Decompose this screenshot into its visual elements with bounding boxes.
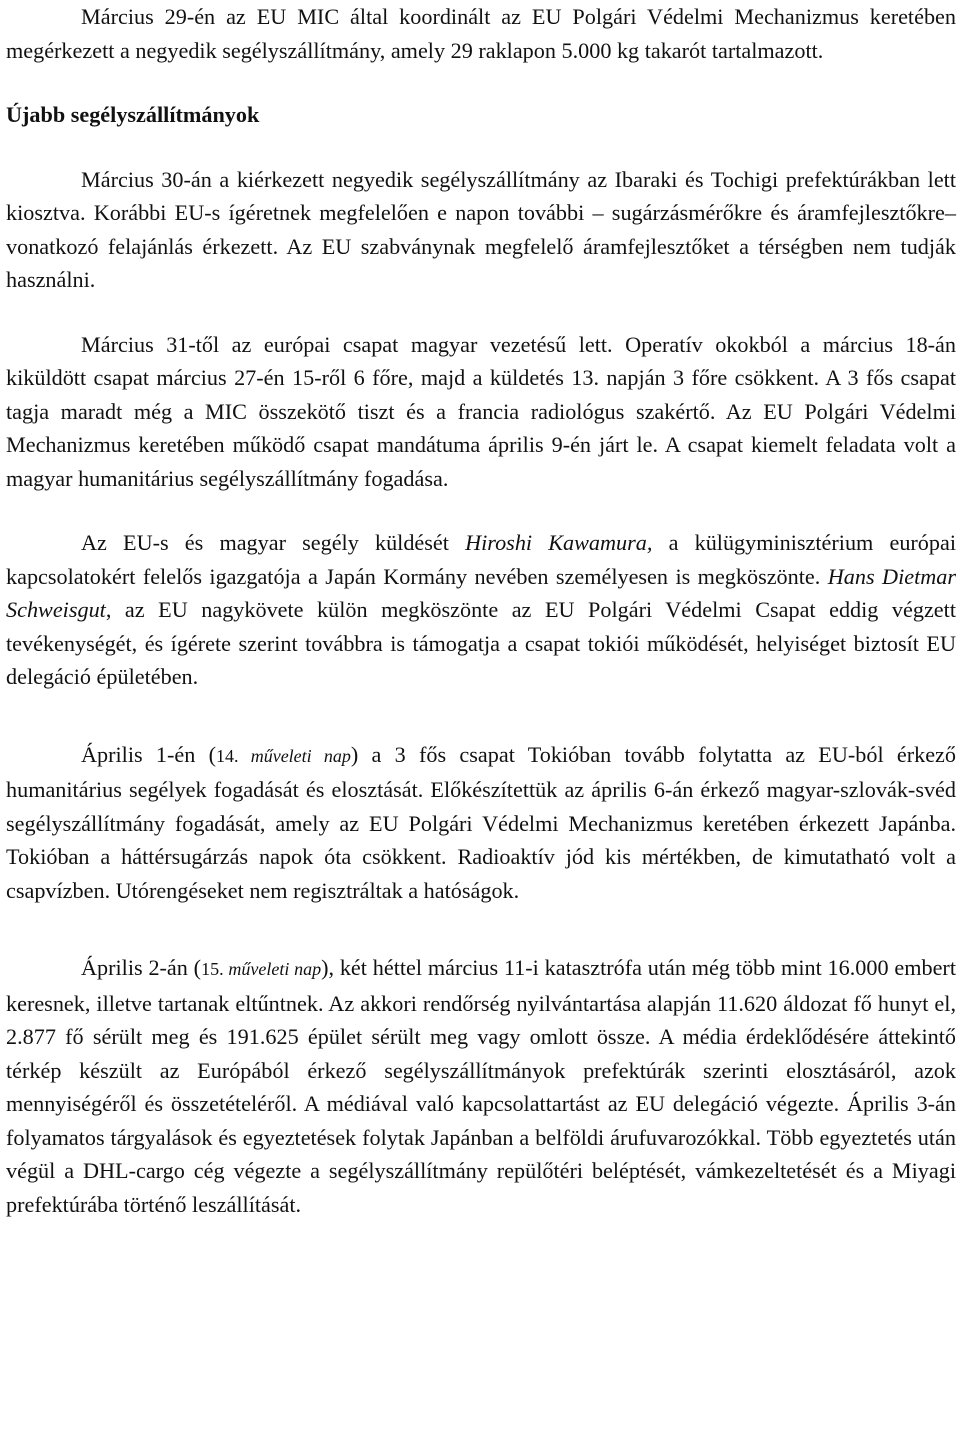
section-heading: Újabb segélyszállítmányok: [6, 102, 260, 127]
paragraph-march-31: [6, 328, 956, 496]
paragraph-text: Az EU-s és magyar segély küldését: [81, 530, 466, 555]
paragraph-text: Március 30-án a kiérkezett negyedik segélyszállítmány az Ibaraki és Tochigi prefektúrákban lett kiosztva. Korábbi EU-s ígéretnek megfelelően e napon további – sugárzásmérőkre és áramfejlesztőkre– vonatkozó felajánlás érkezett. Az EU szabványnak megfelelő áramfejlesztőket a térségben nem tudják használni.: [6, 166, 956, 292]
operation-day-label: műveleti nap: [223, 959, 322, 979]
paragraph-text: ) a 3 fős csapat Tokióban tovább folytatta az EU-ból érkező humanitárius segélyek fogadását és elosztását. Előkészítettük az április 6-án érkező magyar-szlovák-svéd segélyszállítmány fogadását, amely az EU Polgári Védelmi Mechanizmus keretében érkezett Japánba. Tokióban a háttérsugárzás napok óta csökkent. Radioaktív jód kis mértékben, de kimutatható volt a csapvízben. Utórengéseket nem regisztráltak a hatóságok.: [6, 741, 956, 903]
paragraph-april-1: [6, 738, 956, 908]
operation-day-number: 14.: [215, 745, 239, 766]
paragraph-march-29: [6, 0, 956, 67]
paragraph-text: Március 29-én az EU MIC által koordinált az EU Polgári Védelmi Mechanizmus keretében megérkezett a negyedik segélyszállítmány, amely 29 raklapon 5.000 kg takarót tartalmazott.: [6, 4, 956, 63]
paragraph-text: Április 2-án (: [81, 955, 202, 980]
operation-day-number: 15.: [201, 959, 224, 979]
operation-day-label: műveleti nap: [238, 745, 351, 766]
paragraph-thanks: [6, 526, 956, 694]
paragraph-march-30: [6, 163, 956, 297]
paragraph-text: , az EU nagykövete külön megköszönte az EU Polgári Védelmi Csapat eddig végzett tevékenységét, és ígérete szerint továbbra is támogatja a csapat tokiói működését, helyiséget biztosít EU delegáció épületében.: [6, 597, 956, 689]
paragraph-text: Március 31-től az európai csapat magyar vezetésű lett. Operatív okokból a március 18-án kiküldött csapat március 27-én 15-ről 6 főre, majd a küldetés 13. napján 3 főre csökkent. A 3 fős csapat tagja maradt még a MIC összekötő tiszt és a francia radiológus szakértő. Az EU Polgári Védelmi Mechanizmus keretében működő csapat mandátuma április 9-én járt le. A csapat kiemelt feladata volt a magyar humanitárius segélyszállítmány fogadása.: [6, 331, 956, 491]
paragraph-text: ), két héttel március 11-i katasztrófa után még több mint 16.000 embert keresnek, illetve tartanak eltűntnek. Az akkori rendőrség nyilvántartása alapján 11.620 áldozat fő hunyt el, 2.877 fő sérült meg és 191.625 épület sérült meg vagy omlott össze. A média érdeklődésére áttekintő térkép készült az Európából érkező segélyszállítmányok prefektúrák szerinti elosztásáról, azok mennyiségéről és összetételéről. A médiával való kapcsolattartást az EU delegáció végezte. Április 3-án folyamatos tárgyalások és egyeztetések folytak Japánban a belföldi árufuvarozókkal. Több egyeztetés után végül a DHL-cargo cég végezte a segélyszállítmány repülőtéri beléptését, vámkezeltetését és a Miyagi prefektúrába történő leszállítását.: [6, 955, 956, 1217]
paragraph-april-2: [6, 951, 956, 1221]
person-name: Hiroshi Kawamura,: [465, 530, 653, 555]
paragraph-text: a külügyminisztérium európai kapcsolatokért felelős igazgatója a Japán Kormány nevében személyesen is megköszönte.: [6, 530, 957, 589]
person-name: Hans Dietmar Schweisgut: [6, 563, 956, 622]
document-page: [6, 0, 956, 1221]
paragraph-text: Április 1-én (: [81, 741, 216, 767]
